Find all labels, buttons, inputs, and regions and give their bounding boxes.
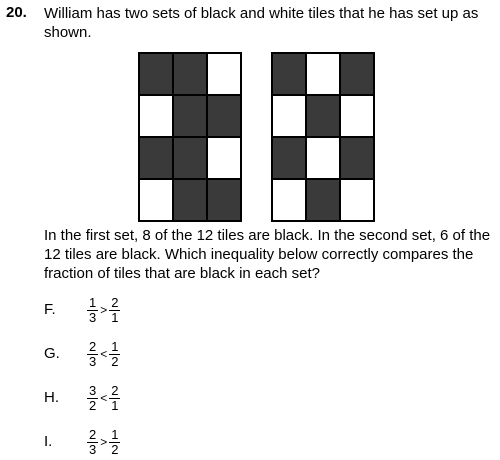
comparison-operator: < bbox=[100, 391, 108, 405]
fraction-left bbox=[87, 428, 98, 457]
white-tile bbox=[340, 95, 374, 137]
black-tile bbox=[139, 53, 173, 95]
white-tile bbox=[139, 95, 173, 137]
denominator: 3 bbox=[89, 441, 97, 457]
denominator: 2 bbox=[89, 397, 97, 413]
denominator: 2 bbox=[111, 353, 119, 369]
black-tile bbox=[207, 179, 241, 221]
white-tile bbox=[139, 179, 173, 221]
black-tile bbox=[173, 95, 207, 137]
numerator: 1 bbox=[89, 294, 97, 310]
choice-label: I. bbox=[44, 433, 53, 450]
black-tile bbox=[340, 137, 374, 179]
tile-grid bbox=[138, 52, 242, 222]
question-number: 20. bbox=[6, 4, 27, 21]
white-tile bbox=[306, 53, 340, 95]
black-tile bbox=[340, 53, 374, 95]
fraction-right bbox=[109, 340, 120, 369]
white-tile bbox=[207, 137, 241, 179]
black-tile bbox=[306, 179, 340, 221]
question-prompt: William has two sets of black and white tiles that he has set up as shown. bbox=[44, 5, 479, 41]
inequality bbox=[87, 292, 120, 328]
tile-set-2 bbox=[271, 52, 375, 222]
numerator: 3 bbox=[89, 382, 97, 398]
comparison-operator: > bbox=[100, 435, 108, 449]
white-tile bbox=[340, 179, 374, 221]
fraction-right bbox=[109, 428, 120, 457]
white-tile bbox=[306, 137, 340, 179]
inequality bbox=[87, 336, 120, 372]
denominator: 3 bbox=[89, 309, 97, 325]
fraction-left bbox=[87, 296, 98, 325]
black-tile bbox=[173, 137, 207, 179]
tile-set-1 bbox=[138, 52, 242, 222]
comparison-operator: < bbox=[100, 347, 108, 361]
white-tile bbox=[272, 95, 306, 137]
choice-label: F. bbox=[44, 301, 56, 318]
black-tile bbox=[173, 179, 207, 221]
numerator: 2 bbox=[89, 338, 97, 354]
black-tile bbox=[272, 137, 306, 179]
black-tile bbox=[139, 137, 173, 179]
fraction-left bbox=[87, 340, 98, 369]
denominator: 2 bbox=[111, 441, 119, 457]
black-tile bbox=[207, 95, 241, 137]
white-tile bbox=[207, 53, 241, 95]
fraction-right bbox=[109, 384, 120, 413]
numerator: 2 bbox=[111, 382, 119, 398]
choice-label: G. bbox=[44, 345, 60, 362]
black-tile bbox=[173, 53, 207, 95]
denominator: 3 bbox=[89, 353, 97, 369]
denominator: 1 bbox=[111, 309, 119, 325]
denominator: 1 bbox=[111, 397, 119, 413]
black-tile bbox=[306, 95, 340, 137]
question-body: In the first set, 8 of the 12 tiles are black. In the second set, 6 of the 12 tiles are black. Which inequality below correctly compares the fraction of tiles that are black in each set? bbox=[44, 227, 491, 282]
choice-label: H. bbox=[44, 389, 59, 406]
black-tile bbox=[272, 53, 306, 95]
inequality bbox=[87, 424, 120, 460]
numerator: 1 bbox=[111, 426, 119, 442]
tile-grid bbox=[271, 52, 375, 222]
numerator: 1 bbox=[111, 338, 119, 354]
inequality bbox=[87, 380, 120, 416]
white-tile bbox=[272, 179, 306, 221]
numerator: 2 bbox=[89, 426, 97, 442]
comparison-operator: > bbox=[100, 303, 108, 317]
fraction-right bbox=[109, 296, 120, 325]
numerator: 2 bbox=[111, 294, 119, 310]
fraction-left bbox=[87, 384, 98, 413]
